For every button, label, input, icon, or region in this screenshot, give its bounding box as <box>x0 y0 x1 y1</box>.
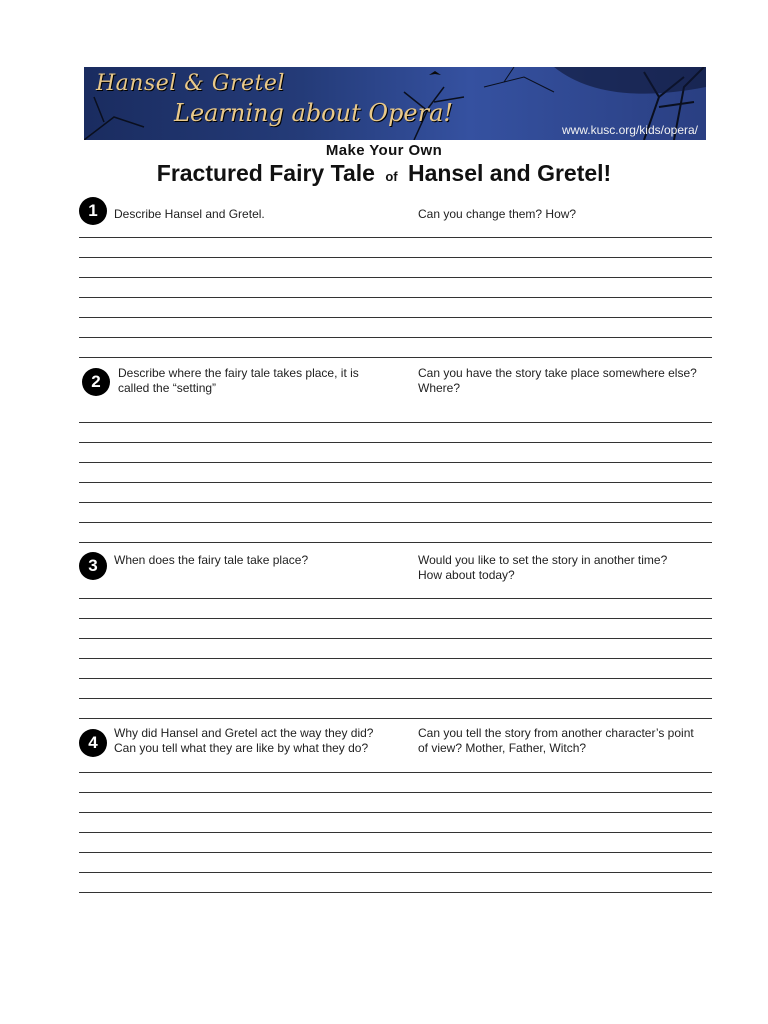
prompt-line: Would you like to set the story in another time? <box>418 553 668 567</box>
banner-url: www.kusc.org/kids/opera/ <box>561 123 698 137</box>
prompt-line: Where? <box>418 381 461 395</box>
question-1-number-badge: 1 <box>79 197 107 225</box>
prompt-line: Can you have the story take place somewhere else? <box>418 366 697 380</box>
banner <box>84 67 706 140</box>
answer-line[interactable] <box>79 598 712 599</box>
answer-line[interactable] <box>79 872 712 873</box>
question-1-left-prompt <box>114 207 265 222</box>
prompt-line: Can you tell what they are like by what they do? <box>114 741 369 755</box>
question-4-left-prompt <box>114 726 373 756</box>
answer-line[interactable] <box>79 832 712 833</box>
answer-line[interactable] <box>79 772 712 773</box>
answer-line[interactable] <box>79 852 712 853</box>
answer-line[interactable] <box>79 812 712 813</box>
question-4-right-prompt <box>418 726 694 756</box>
answer-line[interactable] <box>79 638 712 639</box>
answer-line[interactable] <box>79 892 712 893</box>
worksheet-subtitle: Make Your Own <box>325 142 443 159</box>
answer-line[interactable] <box>79 502 712 503</box>
prompt-line: Describe where the fairy tale takes place, it is <box>118 366 359 380</box>
answer-line[interactable] <box>79 698 712 699</box>
question-2-left-prompt <box>118 366 359 396</box>
title-part2: Hansel and Gretel! <box>407 160 612 186</box>
answer-line[interactable] <box>79 442 712 443</box>
title-of: of <box>385 169 398 184</box>
question-2-right-prompt <box>418 366 697 396</box>
question-3-right-prompt <box>418 553 667 583</box>
question-1-right-prompt <box>418 207 576 222</box>
question-3-left-prompt <box>114 553 308 568</box>
prompt-line: Can you tell the story from another character’s point <box>418 726 694 740</box>
question-4-number-badge: 4 <box>79 729 107 757</box>
worksheet-title <box>0 160 768 187</box>
answer-line[interactable] <box>79 297 712 298</box>
prompt-line: How about today? <box>418 568 515 582</box>
prompt-line: Why did Hansel and Gretel act the way they did? <box>114 726 374 740</box>
answer-line[interactable] <box>79 462 712 463</box>
answer-line[interactable] <box>79 357 712 358</box>
question-3-number-badge: 3 <box>79 552 107 580</box>
banner-subtitle: Learning about Opera! <box>174 99 454 127</box>
answer-line[interactable] <box>79 277 712 278</box>
banner-title: Hansel & Gretel <box>96 71 285 96</box>
prompt-line: of view? Mother, Father, Witch? <box>418 741 587 755</box>
title-part1: Fractured Fairy Tale <box>156 160 375 186</box>
prompt-line: Describe Hansel and Gretel. <box>114 207 265 221</box>
question-2-number-badge: 2 <box>82 368 110 396</box>
answer-line[interactable] <box>79 522 712 523</box>
answer-line[interactable] <box>79 337 712 338</box>
answer-line[interactable] <box>79 257 712 258</box>
answer-line[interactable] <box>79 317 712 318</box>
answer-line[interactable] <box>79 718 712 719</box>
prompt-line: Can you change them? How? <box>418 207 577 221</box>
answer-line[interactable] <box>79 542 712 543</box>
prompt-line: called the “setting” <box>118 381 217 395</box>
answer-line[interactable] <box>79 678 712 679</box>
prompt-line: When does the fairy tale take place? <box>114 553 309 567</box>
answer-line[interactable] <box>79 482 712 483</box>
answer-line[interactable] <box>79 658 712 659</box>
answer-line[interactable] <box>79 422 712 423</box>
answer-line[interactable] <box>79 792 712 793</box>
answer-line[interactable] <box>79 618 712 619</box>
answer-line[interactable] <box>79 237 712 238</box>
